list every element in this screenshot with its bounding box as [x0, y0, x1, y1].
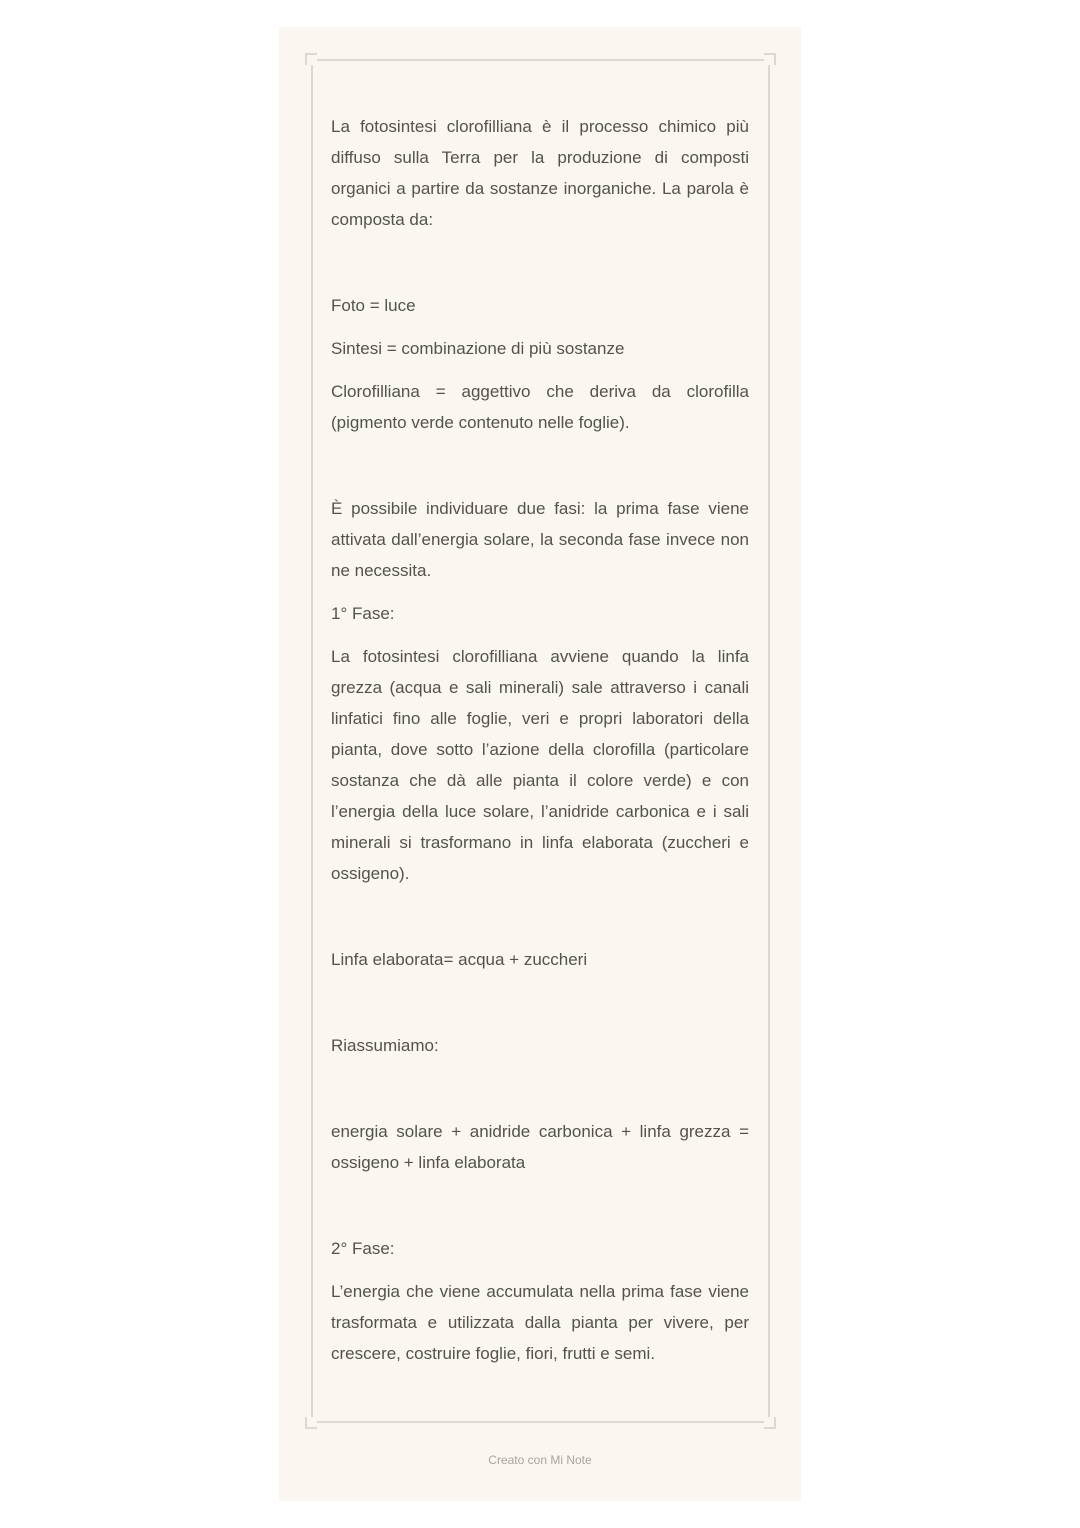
definition-foto: Foto = luce — [331, 296, 416, 315]
definition-clorofilliana: Clorofilliana = aggettivo che deriva da clorofilla (pigmento verde contenuto nelle foglie). — [331, 382, 749, 432]
app-footer: Creato con Mi Note — [488, 1453, 592, 1467]
summary-label: Riassumiamo: — [331, 1036, 439, 1055]
summary-equation: energia solare + anidride carbonica + linfa grezza = ossigeno + linfa elaborata — [331, 1122, 749, 1172]
phase2-title: 2° Fase: — [331, 1239, 395, 1258]
phase1-title: 1° Fase: — [331, 604, 395, 623]
frame-corner-ornament — [305, 53, 317, 65]
frame-corner-ornament — [305, 1417, 317, 1429]
frame-corner-ornament — [764, 1417, 776, 1429]
note-body — [331, 111, 749, 1369]
phase2-paragraph: L’energia che viene accumulata nella prima fase viene trasformata e utilizzata dalla pianta per vivere, per crescere, costruire foglie, fiori, frutti e semi. — [331, 1282, 749, 1363]
note-page — [279, 27, 801, 1501]
phases-paragraph: È possibile individuare due fasi: la prima fase viene attivata dall’energia solare, la seconda fase invece non ne necessita. — [331, 499, 749, 580]
frame-corner-ornament — [764, 53, 776, 65]
phase1-paragraph: La fotosintesi clorofilliana avviene quando la linfa grezza (acqua e sali minerali) sale attraverso i canali linfatici fino alle foglie, veri e propri laboratori della pianta, dove sotto l’azione della clorofilla (particolare sostanza che dà alle pianta il colore verde) e con l’energia della luce solare, l’anidride carbonica e i sali minerali si trasformano in linfa elaborata (zuccheri e ossigeno). — [331, 647, 749, 883]
intro-paragraph: La fotosintesi clorofilliana è il processo chimico più diffuso sulla Terra per la produzione di composti organici a partire da sostanze inorganiche. La parola è composta da: — [331, 117, 749, 229]
definition-sintesi: Sintesi = combinazione di più sostanze — [331, 339, 625, 358]
linfa-definition: Linfa elaborata= acqua + zuccheri — [331, 950, 588, 969]
